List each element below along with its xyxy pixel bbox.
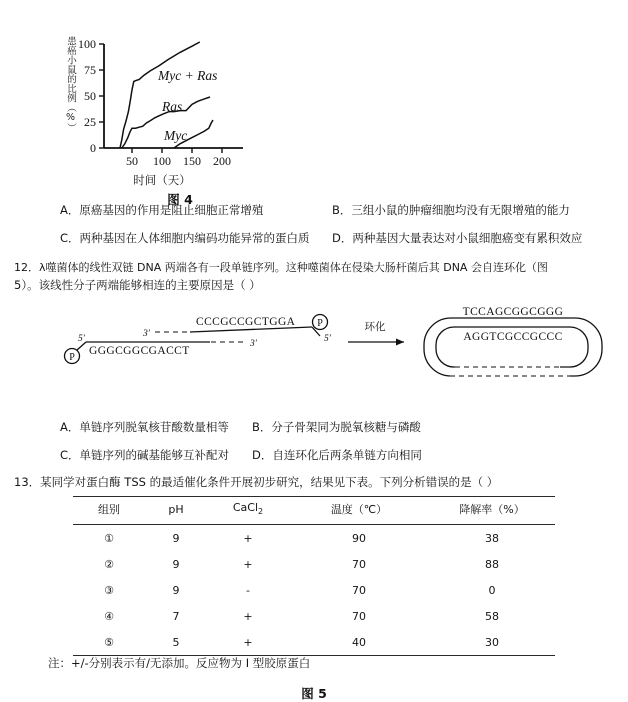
q12-stem-line1: 12．λ噬菌体的线性双链 DNA 两端各有一段单链序列。这种噬菌体在侵染大肠杆菌后其 DNA 会自连环化（图 <box>14 261 548 274</box>
figure-4-caption: 图 4 <box>167 192 193 207</box>
bottom-strand-3-prime: 3' <box>250 339 257 349</box>
cell-temperature: 70 <box>352 609 366 623</box>
q11-option-a[interactable]: A．原癌基因的作用是阻止细胞正常增殖 <box>60 203 264 217</box>
cell-degradation-rate: 58 <box>485 609 499 623</box>
cacl2-formula-subscript: 2 <box>258 507 264 517</box>
cell-group: ② <box>104 557 114 571</box>
table-row <box>73 603 555 629</box>
series-label-myc-plus-ras: Myc + Ras <box>158 68 218 83</box>
cell-temperature: 40 <box>289 629 429 656</box>
q12-option-c[interactable]: C．单链序列的碱基能够互补配对 <box>60 448 230 462</box>
table-row <box>73 551 555 577</box>
svg-text:25: 25 <box>84 115 96 129</box>
column-header-cacl2 <box>207 497 289 525</box>
chart-y-axis-label: 患癌小鼠的比例（%） <box>65 36 76 133</box>
circularization-arrow-label: 环化 <box>364 321 386 333</box>
cell-cacl2: - <box>246 583 250 597</box>
cell-degradation-rate: 0 <box>488 583 496 597</box>
dna-circularization-diagram <box>0 296 628 396</box>
right-phosphate-label: P <box>317 318 323 329</box>
q12-option-b[interactable]: B．分子骨架同为脱氧核糖与磷酸 <box>252 420 421 434</box>
q11-option-c[interactable]: C．两种基因在人体细胞内编码功能异常的蛋白质 <box>60 231 310 245</box>
cell-degradation-rate: 30 <box>429 629 555 656</box>
cell-cacl2: + <box>207 629 289 656</box>
series-label-ras: Ras <box>162 99 183 114</box>
chart-x-axis-label: 时间（天） <box>133 173 191 187</box>
bottom-strand-5-prime: 5' <box>78 334 85 344</box>
cell-ph: 9 <box>172 531 180 545</box>
cell-temperature: 70 <box>352 557 366 571</box>
column-header-degradation-rate: 降解率（%） <box>429 497 555 525</box>
cell-degradation-rate: 38 <box>485 531 499 545</box>
q12-option-a[interactable]: A．单链序列脱氧核苷酸数量相等 <box>60 420 229 434</box>
top-strand-5-prime: 5' <box>324 334 331 344</box>
table-row <box>73 577 555 603</box>
chart-x-tick-labels <box>126 154 231 168</box>
column-header-ph: pH <box>145 497 207 525</box>
cell-cacl2: + <box>243 609 253 623</box>
cell-group: ⑤ <box>73 629 145 656</box>
svg-text:0: 0 <box>90 141 96 155</box>
cell-group: ① <box>104 531 114 545</box>
svg-text:150: 150 <box>183 154 201 168</box>
cell-cacl2: + <box>243 557 253 571</box>
figure-5-caption: 图 5 <box>301 686 327 701</box>
plasmid-inner-sequence: AGGTCGCCGCCC <box>463 331 563 343</box>
cell-ph: 9 <box>172 583 180 597</box>
svg-text:50: 50 <box>84 89 96 103</box>
bottom-strand-sequence: GGGCGGCGACCT <box>89 345 190 357</box>
left-phosphate-label: P <box>69 352 75 363</box>
cell-ph: 7 <box>172 609 180 623</box>
q12-stem-line2: 5）。该线性分子两端能够相连的主要原因是（ ） <box>14 278 261 292</box>
column-header-group: 组别 <box>73 497 145 525</box>
cell-degradation-rate: 88 <box>485 557 499 571</box>
enzyme-conditions-table <box>73 496 555 656</box>
svg-text:100: 100 <box>153 154 171 168</box>
table-body <box>73 525 555 656</box>
svg-text:50: 50 <box>126 154 138 168</box>
series-label-myc: Myc <box>164 128 188 143</box>
q11-option-b[interactable]: B．三组小鼠的肿瘤细胞均没有无限增殖的能力 <box>332 203 570 217</box>
q13-stem: 13．某同学对蛋白酶 TSS 的最适催化条件开展初步研究，结果见下表。下列分析错误的是（ ） <box>14 475 499 489</box>
column-header-temperature: 温度（℃） <box>289 497 429 525</box>
plasmid-outer-sequence: TCCAGCGGCGGG <box>462 306 564 318</box>
svg-text:200: 200 <box>213 154 231 168</box>
cacl2-formula-text: CaCl <box>232 501 259 515</box>
series-myc-plus-ras <box>120 42 200 148</box>
table-header <box>73 497 555 525</box>
cell-temperature: 70 <box>352 583 366 597</box>
figure-4-container <box>0 14 628 207</box>
top-strand-3-prime: 3' <box>143 329 150 339</box>
chart-svg <box>58 18 318 187</box>
chart-y-tick-labels <box>78 37 96 155</box>
cell-ph: 9 <box>172 557 180 571</box>
cell-cacl2: + <box>243 531 253 545</box>
svg-text:100: 100 <box>78 37 96 51</box>
top-strand-sequence: CCCGCCGCTGGA <box>196 316 296 328</box>
cell-temperature: 90 <box>352 531 366 545</box>
cell-group: ③ <box>104 583 114 597</box>
cancer-incidence-line-chart <box>58 18 318 187</box>
cell-ph: 5 <box>145 629 207 656</box>
cell-group: ④ <box>104 609 114 623</box>
q12-option-d[interactable]: D．自连环化后两条单链方向相同 <box>252 448 422 462</box>
reaction-arrow-head <box>396 339 404 346</box>
table-row <box>73 629 555 656</box>
table-header-row <box>73 497 555 525</box>
table-row <box>73 525 555 552</box>
table-footnote: 注：+/-分别表示有/无添加。反应物为 I 型胶原蛋白 <box>48 656 311 670</box>
svg-text:75: 75 <box>84 63 96 77</box>
q11-option-d[interactable]: D．两种基因大量表达对小鼠细胞癌变有累积效应 <box>332 231 583 245</box>
